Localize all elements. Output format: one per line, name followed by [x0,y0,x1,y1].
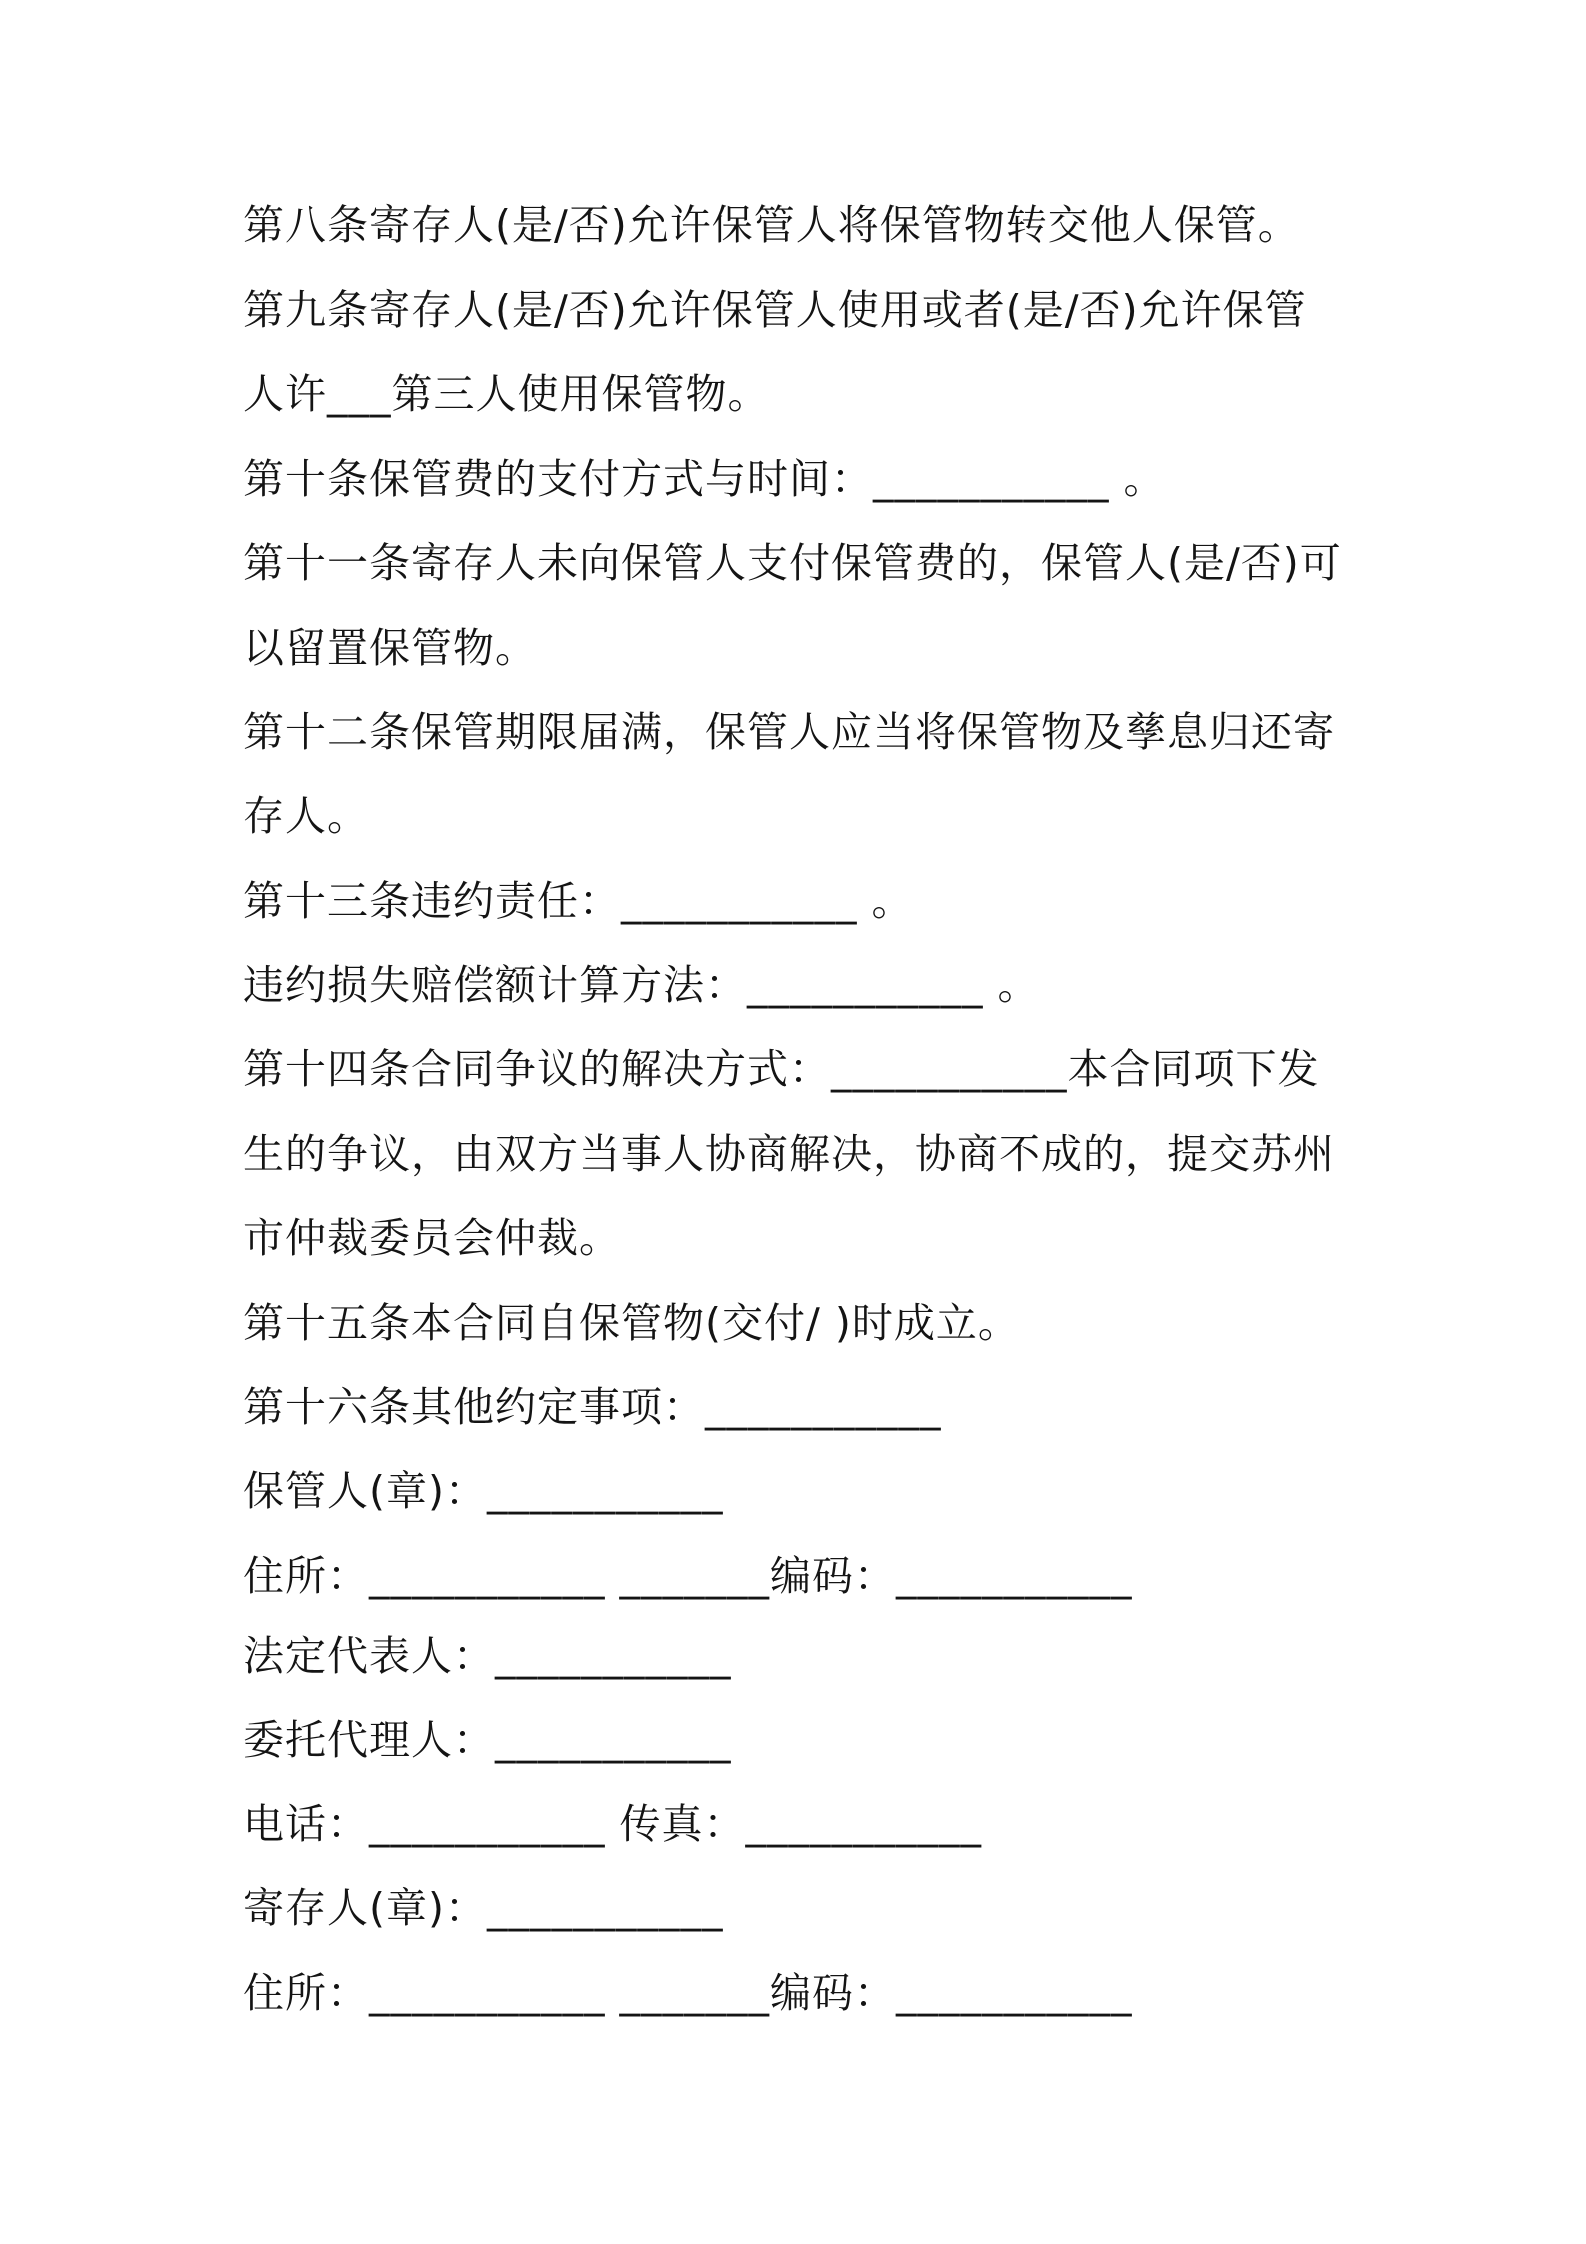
depositor-seal: 寄存人(章)：___________ [243,1884,724,1932]
phone-fax: 电话：___________ 传真：___________ [243,1800,983,1848]
clause-9-line-1: 第九条寄存人(是/否)允许保管人使用或者(是/否)允许保管 [243,286,1307,334]
authorized-agent: 委托代理人：___________ [243,1716,732,1764]
custodian-address: 住所：___________ _______编码：___________ [243,1552,1133,1600]
clause-11-line-2: 以留置保管物。 [243,624,537,672]
legal-representative: 法定代表人：___________ [243,1632,732,1680]
clause-11-line-1: 第十一条寄存人未向保管人支付保管费的，保管人(是/否)可 [243,539,1342,587]
clause-12-line-1: 第十二条保管期限届满，保管人应当将保管物及孳息归还寄 [243,708,1335,756]
clause-10: 第十条保管费的支付方式与时间：___________ 。 [243,455,1166,503]
clause-9-line-2: 人许___第三人使用保管物。 [243,370,770,418]
clause-13: 第十三条违约责任：___________ 。 [243,877,914,925]
damages-calculation: 违约损失赔偿额计算方法：___________ 。 [243,961,1040,1009]
clause-14-line-1: 第十四条合同争议的解决方式：___________本合同项下发 [243,1045,1320,1093]
clause-8: 第八条寄存人(是/否)允许保管人将保管物转交他人保管。 [243,201,1300,249]
clause-14-line-3: 市仲裁委员会仲裁。 [243,1214,621,1262]
custodian-seal: 保管人(章)：___________ [243,1467,724,1515]
depositor-address: 住所：___________ _______编码：___________ [243,1969,1133,2017]
clause-12-line-2: 存人。 [243,792,369,840]
clause-14-line-2: 生的争议，由双方当事人协商解决，协商不成的，提交苏州 [243,1130,1335,1178]
clause-16: 第十六条其他约定事项：___________ [243,1383,942,1431]
clause-15: 第十五条本合同自保管物(交付/ )时成立。 [243,1299,1020,1347]
